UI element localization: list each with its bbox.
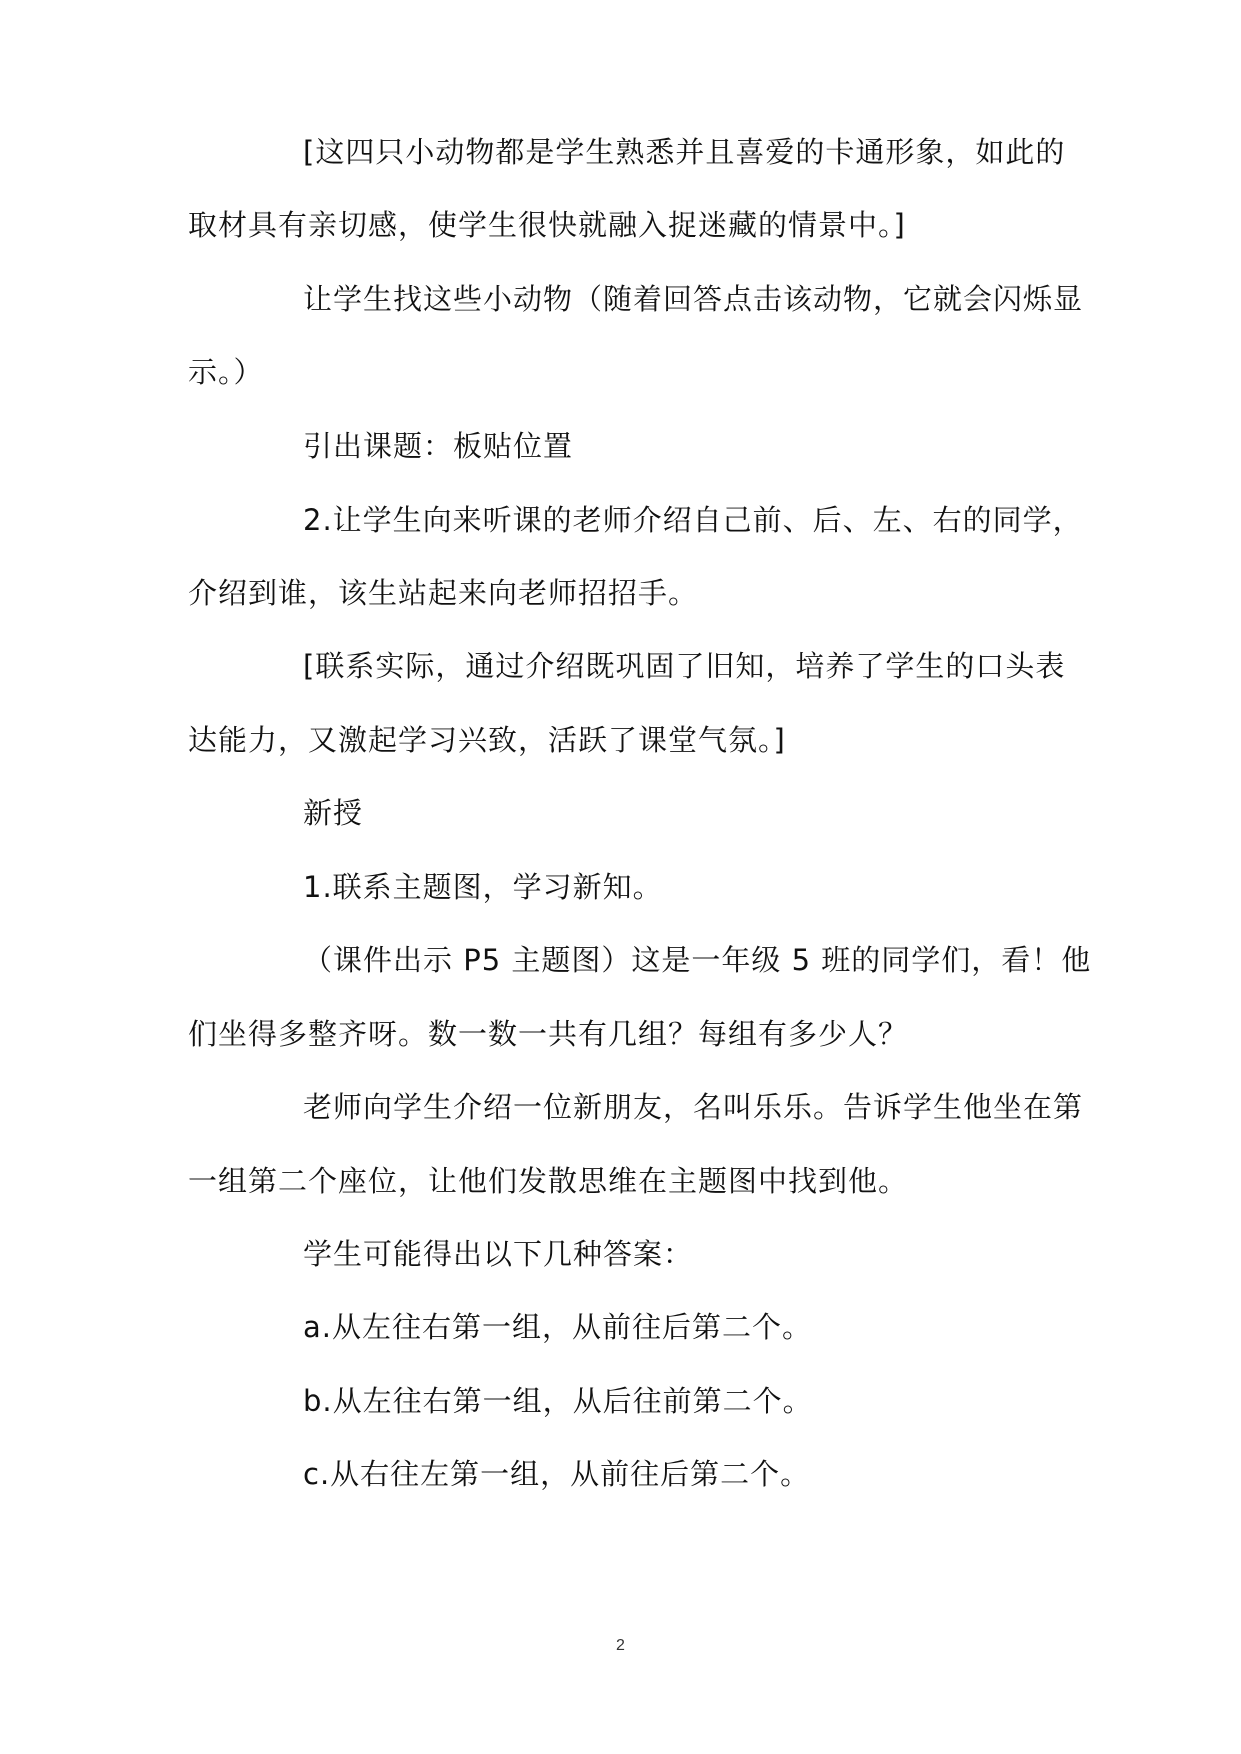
paragraph-8-line-1: （课件出示 P5 主题图）这是一年级 5 班的同学们，看！他 bbox=[303, 943, 1092, 977]
paragraph-3-line-1: 引出课题：板贴位置 bbox=[303, 429, 574, 463]
paragraph-2-line-2: 示。） bbox=[188, 355, 264, 389]
paragraph-7-line-1: 1.联系主题图，学习新知。 bbox=[303, 870, 663, 904]
page-number: 2 bbox=[616, 1637, 625, 1654]
paragraph-8-line-2: 们坐得多整齐呀。数一数一共有几组？每组有多少人？ bbox=[188, 1017, 909, 1051]
paragraph-13-line-1: c.从右往左第一组，从前往后第二个。 bbox=[303, 1457, 811, 1491]
paragraph-1-line-2: 取材具有亲切感，使学生很快就融入捉迷藏的情景中。] bbox=[188, 208, 906, 242]
paragraph-4-line-1: 2.让学生向来听课的老师介绍自己前、后、左、右的同学， bbox=[303, 503, 1083, 537]
paragraph-6-line-1: 新授 bbox=[303, 796, 364, 830]
paragraph-11-line-1: a.从左往右第一组，从前往后第二个。 bbox=[303, 1310, 812, 1344]
paragraph-1-line-1: [这四只小动物都是学生熟悉并且喜爱的卡通形象，如此的 bbox=[303, 135, 1066, 169]
paragraph-10-line-1: 学生可能得出以下几种答案： bbox=[303, 1237, 694, 1271]
paragraph-2-line-1: 让学生找这些小动物（随着回答点击该动物，它就会闪烁显 bbox=[303, 282, 1084, 316]
paragraph-9-line-1: 老师向学生介绍一位新朋友，名叫乐乐。告诉学生他坐在第 bbox=[303, 1090, 1084, 1124]
paragraph-4-line-2: 介绍到谁，该生站起来向老师招招手。 bbox=[188, 576, 699, 610]
paragraph-5-line-2: 达能力，又激起学习兴致，活跃了课堂气氛。] bbox=[188, 723, 786, 757]
paragraph-5-line-1: [联系实际，通过介绍既巩固了旧知，培养了学生的口头表 bbox=[303, 649, 1066, 683]
paragraph-12-line-1: b.从左往右第一组，从后往前第二个。 bbox=[303, 1384, 813, 1418]
paragraph-9-line-2: 一组第二个座位，让他们发散思维在主题图中找到他。 bbox=[188, 1164, 909, 1198]
